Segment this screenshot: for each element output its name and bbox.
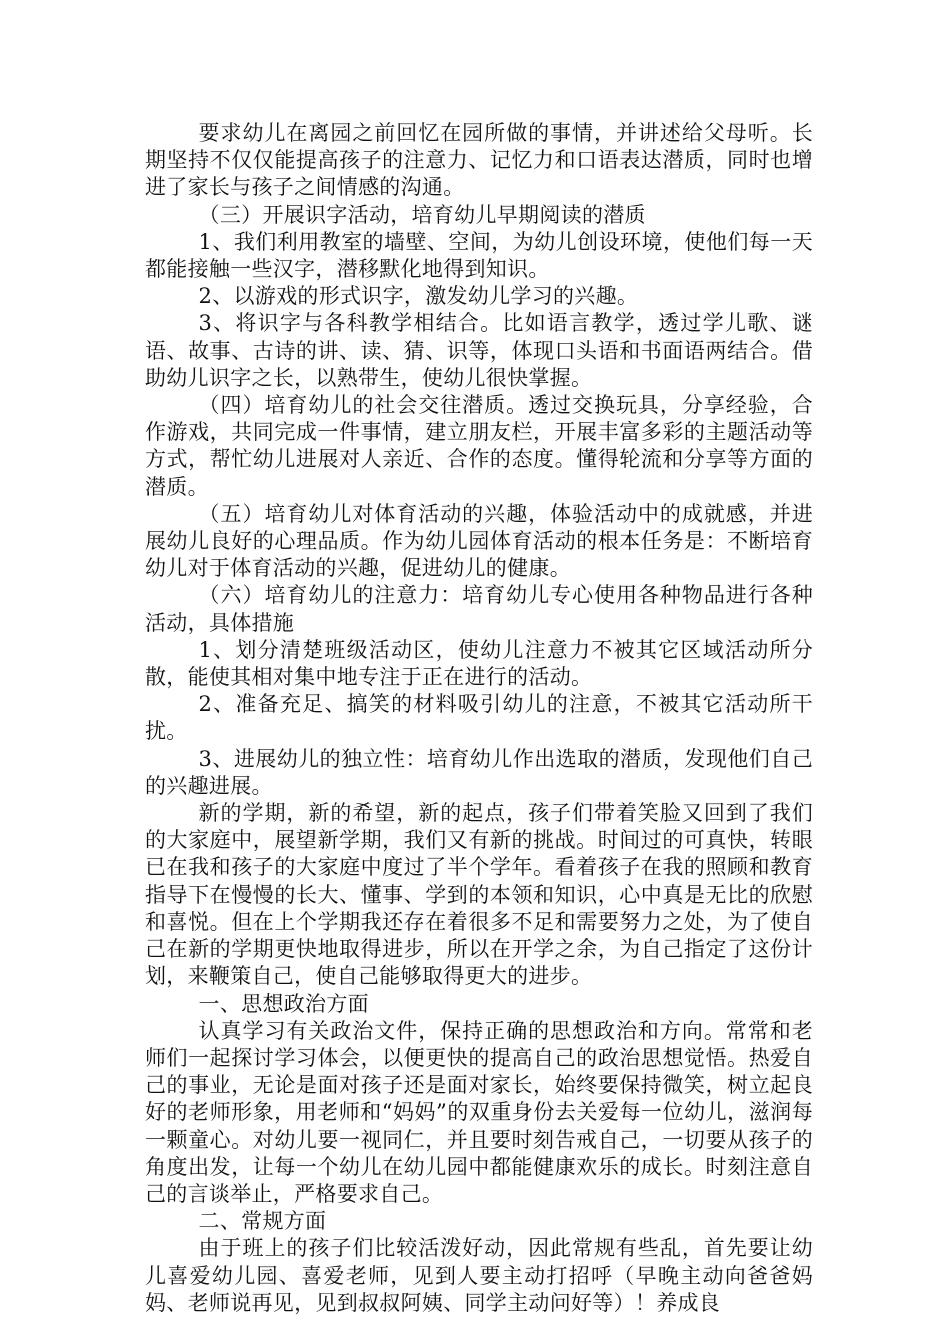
paragraph-politics: 认真学习有关政治文件，保持正确的思想政治和方向。常常和老师们一起探讨学习体会，以便更快的提高自己的政治思想觉悟。热爱自己的事业，无论是面对孩子还是面对家长，始终要保持微笑，树立起良好的老师形象，用老师和“妈妈”的双重身份去关爱每一位幼儿，滋润每一颗童心。对幼儿要一视同仁，并且要时刻告戒自己，一切要从孩子的角度出发，让每一个幼儿在幼儿园中都能健康欢乐的成长。时刻注意自己的言谈举止，严格要求自己。 — [145, 1018, 813, 1206]
list-item-6-1: 1、划分清楚班级活动区，使幼儿注意力不被其它区域活动所分散，能使其相对集中地专注于正在进行的活动。 — [145, 637, 813, 690]
paragraph-section-5: （五）培育幼儿对体育活动的兴趣，体验活动中的成就感，并进展幼儿良好的心理品质。作为幼儿园体育活动的根本任务是：不断培育幼儿对于体育活动的兴趣，促进幼儿的健康。 — [145, 501, 813, 581]
section-heading-3: （三）开展识字活动，培育幼儿早期阅读的潜质 — [198, 202, 646, 227]
paragraph-new-semester: 新的学期，新的希望，新的起点，孩子们带着笑脸又回到了我们的大家庭中，展望新学期，我们又有新的挑战。时间过的可真快，转眼已在我和孩子的大家庭中度过了半个学年。看着孩子在我的照顾和教育指导下在慢慢的长大、懂事、学到的本领和知识，心中真是无比的欣慰和喜悦。但在上个学期我还存在着很多不足和需要努力之处，为了使自己在新的学期更快地取得进步，所以在开学之余，为自己指定了这份计划，来鞭策自己，使自己能够取得更大的进步。 — [145, 801, 813, 989]
document-page — [145, 120, 813, 1317]
section-heading-politics: 一、思想政治方面 — [198, 991, 369, 1016]
paragraph-section-6: （六）培育幼儿的注意力：培育幼儿专心使用各种物品进行各种活动，具体措施 — [145, 583, 813, 635]
list-item-3-3: 3、将识字与各科教学相结合。比如语言教学，透过学儿歌、谜语、故事、古诗的讲、读、猜、识等，体现口头语和书面语两结合。借助幼儿识字之长，以熟带生，使幼儿很快掌握。 — [145, 311, 813, 390]
list-item-6-3: 3、进展幼儿的独立性：培育幼儿作出选取的潜质，发现他们自己的兴趣进展。 — [145, 746, 813, 798]
section-heading-routine: 二、常规方面 — [198, 1209, 327, 1234]
list-item-3-2: 2、以游戏的形式识字，激发幼儿学习的兴趣。 — [198, 284, 639, 309]
list-item-3-1: 1、我们利用教室的墙壁、空间，为幼儿创设环境，使他们每一天都能接触一些汉字，潜移默化地得到知识。 — [145, 229, 813, 282]
paragraph-intro: 要求幼儿在离园之前回忆在园所做的事情，并讲述给父母听。长期坚持不仅仅能提高孩子的注意力、记忆力和口语表达潜质，同时也增进了家长与孩子之间情感的沟通。 — [145, 121, 813, 200]
list-item-6-2: 2、准备充足、搞笑的材料吸引幼儿的注意，不被其它活动所干扰。 — [145, 692, 813, 744]
paragraph-routine: 由于班上的孩子们比较活泼好动，因此常规有些乱，首先要让幼儿喜爱幼儿园、喜爱老师，见到人要主动打招呼（早晚主动向爸爸妈妈、老师说再见，见到叔叔阿姨、同学主动问好等）！养成良 — [145, 1236, 813, 1315]
paragraph-section-4: （四）培育幼儿的社会交往潜质。透过交换玩具，分享经验，合作游戏，共同完成一件事情，建立朋友栏，开展丰富多彩的主题活动等方式，帮忙幼儿进展对人亲近、合作的态度。懂得轮流和分享等方面的潜质。 — [145, 393, 813, 499]
